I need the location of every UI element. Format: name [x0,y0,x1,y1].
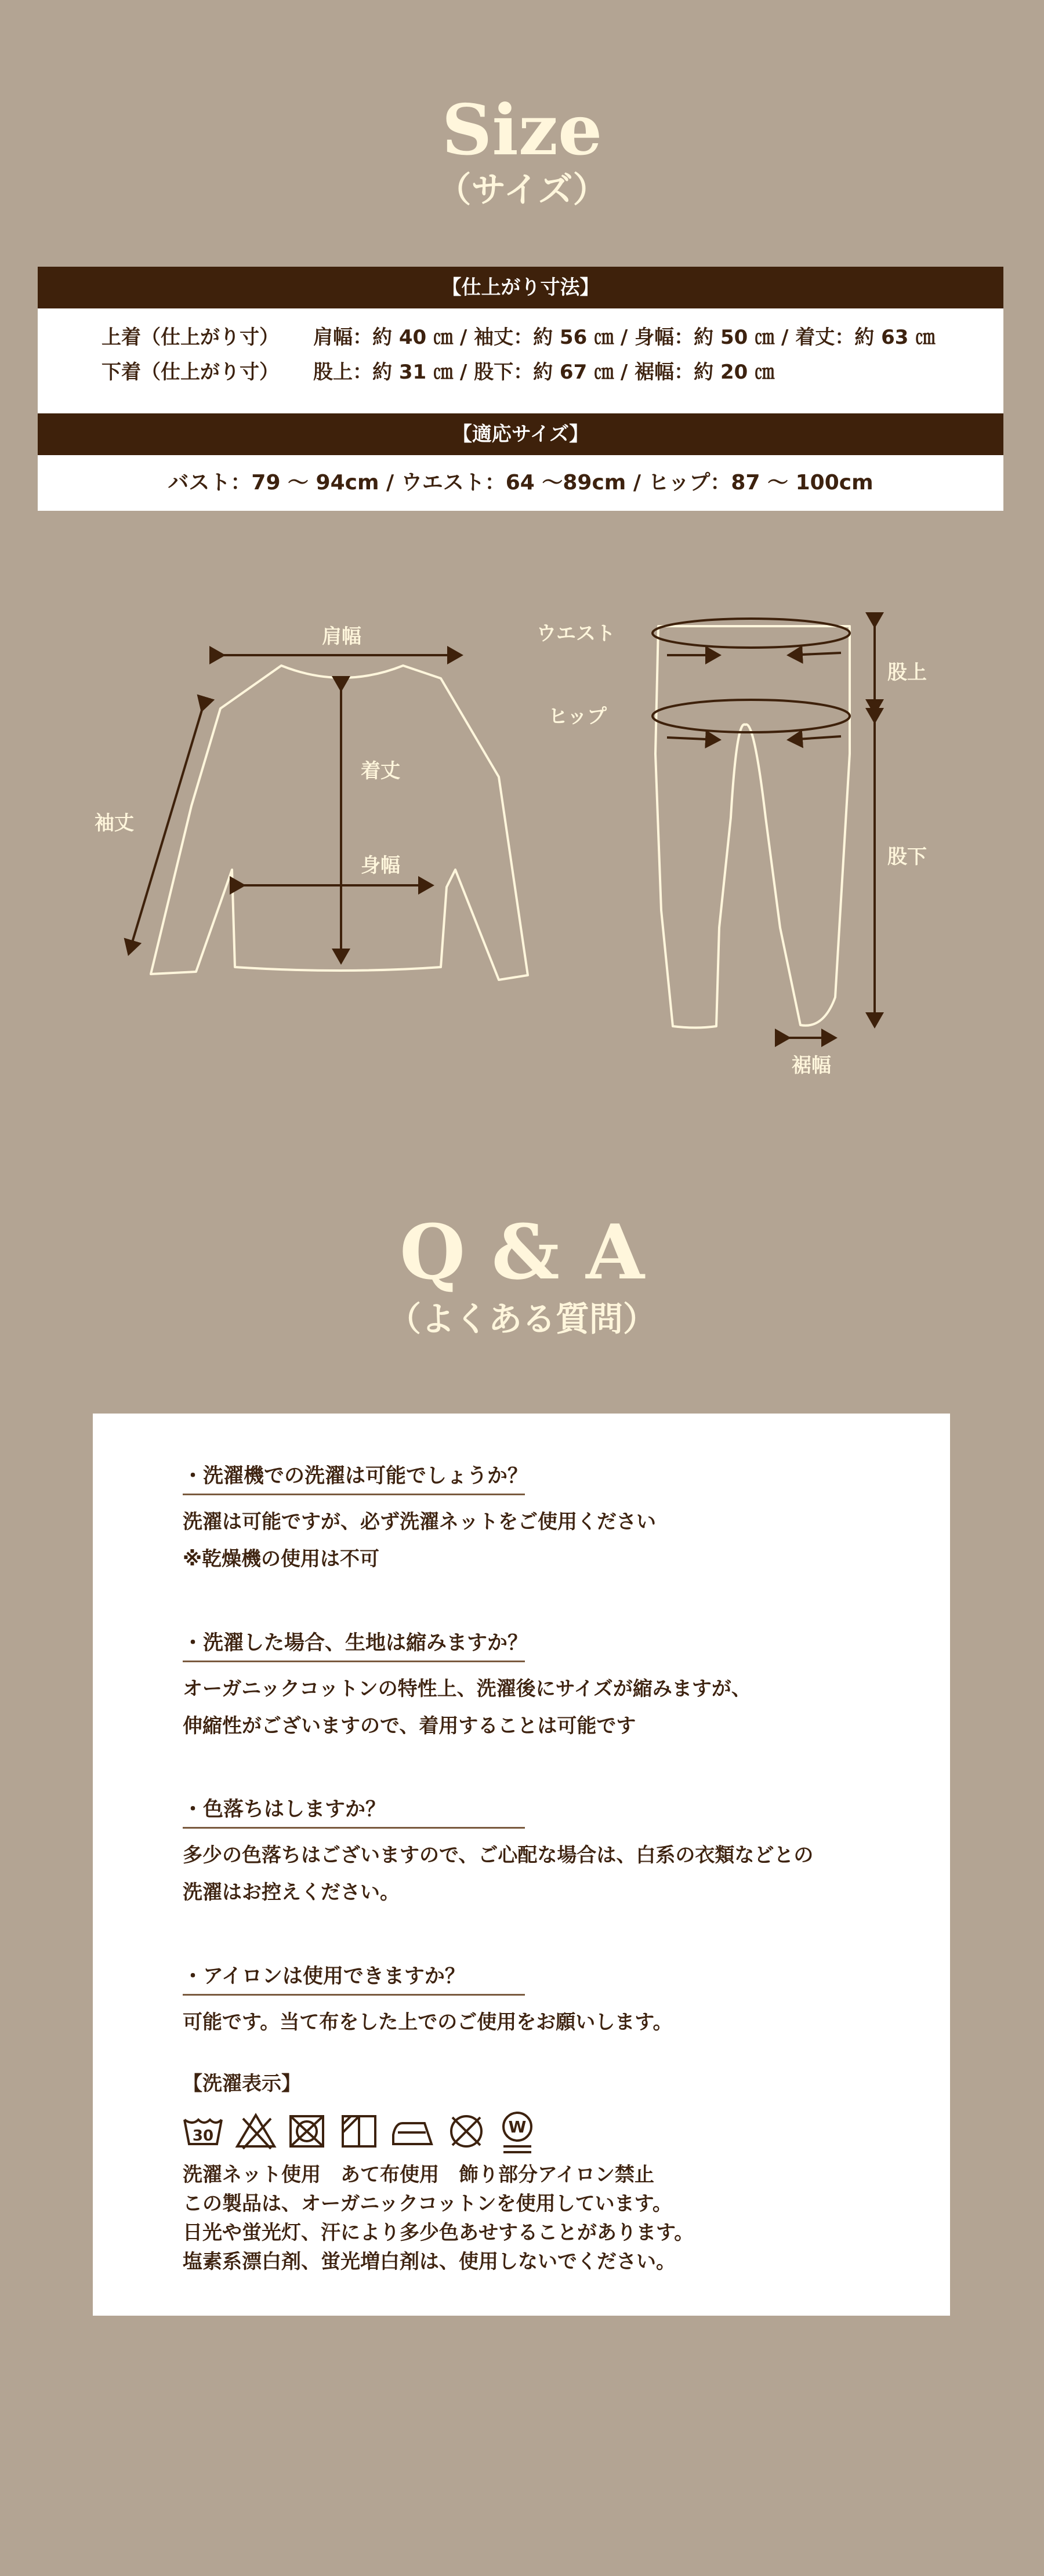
qa-title: Q & A [400,1208,644,1296]
answer [183,2004,879,2041]
waist-ellipse [652,619,850,648]
label-rise: 股上 [887,661,927,684]
question: ・アイロンは使用できますか？ [183,1960,525,1996]
label-hem: 裾幅 [792,1054,831,1077]
care-note: この製品は、オーガニックコットンを使用しています。 [183,2192,672,2215]
finished-size-body [38,308,1003,413]
label-hip: ヒップ [548,705,607,728]
fit-size-header: 【適応サイズ】 [38,413,1003,455]
label-waist: ウエスト [536,622,615,645]
finished-size-header: 【仕上がり寸法】 [38,267,1003,308]
top-size-value: 肩幅：約 40 ㎝ / 袖丈：約 56 ㎝ / 身幅：約 50 ㎝ / 着丈：約 63 ㎝ [313,326,936,349]
care-note: 洗濯ネット使用 あて布使用 飾り部分アイロン禁止 [183,2163,654,2186]
iron-low-icon [393,2123,432,2144]
answer [183,1837,879,1911]
qa-item-washing-machine [183,1460,879,1578]
answer [183,1503,879,1578]
answer-line: 伸縮性がございますので、着用することは可能です [183,1714,636,1738]
question: ・洗濯した場合、生地は縮みますか？ [183,1627,525,1662]
label-length: 着丈 [361,760,400,783]
answer [183,1670,879,1745]
top-size-label: 上着（仕上がり寸） [102,326,279,349]
wash-30-icon [184,2120,222,2145]
question: ・色落ちはしますか？ [183,1793,525,1829]
fit-size-value: バスト：79 ～ 94cm / ウエスト：64 ～89cm / ヒップ：87 ～ 100cm [38,455,1003,511]
care-label-title: 【洗濯表示】 [183,2072,301,2095]
qa-item-ironing [183,1960,879,2041]
qa-subtitle: （よくある質問） [387,1299,657,1339]
answer-line: 多少の色落ちはございますので、ご心配な場合は、白系の衣類などとの [183,1844,814,1867]
top-size-row [38,320,1003,355]
qa-card [93,1414,950,2316]
care-icons [180,2109,551,2156]
line-dry-shade-icon [343,2116,375,2146]
pants-outline [655,626,850,1028]
size-table [38,267,1003,511]
answer-line: オーガニックコットンの特性上、洗濯後にサイズが縮みますが、 [183,1677,751,1701]
qa-item-color-fading [183,1793,879,1911]
no-dry-clean-icon [451,2116,481,2146]
bottom-size-label: 下着（仕上がり寸） [102,361,279,384]
svg-text:W: W [508,2117,527,2137]
label-shoulder: 肩幅 [322,625,361,648]
question: ・洗濯機での洗濯は可能でしょうか？ [183,1460,525,1495]
label-inseam: 股下 [887,845,927,869]
svg-text:30: 30 [192,2127,214,2145]
size-title: Size [441,89,603,171]
care-note: 塩素系漂白剤、蛍光増白剤は、使用しないでください。 [183,2250,676,2273]
care-note: 日光や蛍光灯、汗により多少色あせすることがあります。 [183,2221,694,2244]
bottom-size-value: 股上：約 31 ㎝ / 股下：約 67 ㎝ / 裾幅：約 20 ㎝ [313,361,775,384]
label-width: 身幅 [361,854,400,877]
size-subtitle: （サイズ） [436,170,608,210]
hip-ellipse [652,700,850,732]
qa-item-shrinkage [183,1627,879,1745]
top-garment-outline [151,666,528,980]
answer-line: 洗濯はお控えください。 [183,1881,400,1904]
no-bleach-icon [237,2115,274,2149]
wet-clean-icon [503,2113,531,2152]
care-notes [183,2160,694,2276]
answer-line: 可能です。当て布をした上でのご使用をお願いします。 [183,2011,673,2034]
answer-line: ※乾燥機の使用は不可 [183,1547,380,1571]
label-sleeve: 袖丈 [95,812,134,835]
no-tumble-dry-icon [291,2116,323,2146]
answer-line: 洗濯は可能ですが、必ず洗濯ネットをご使用ください [183,1510,656,1534]
bottom-size-row [38,355,1003,390]
